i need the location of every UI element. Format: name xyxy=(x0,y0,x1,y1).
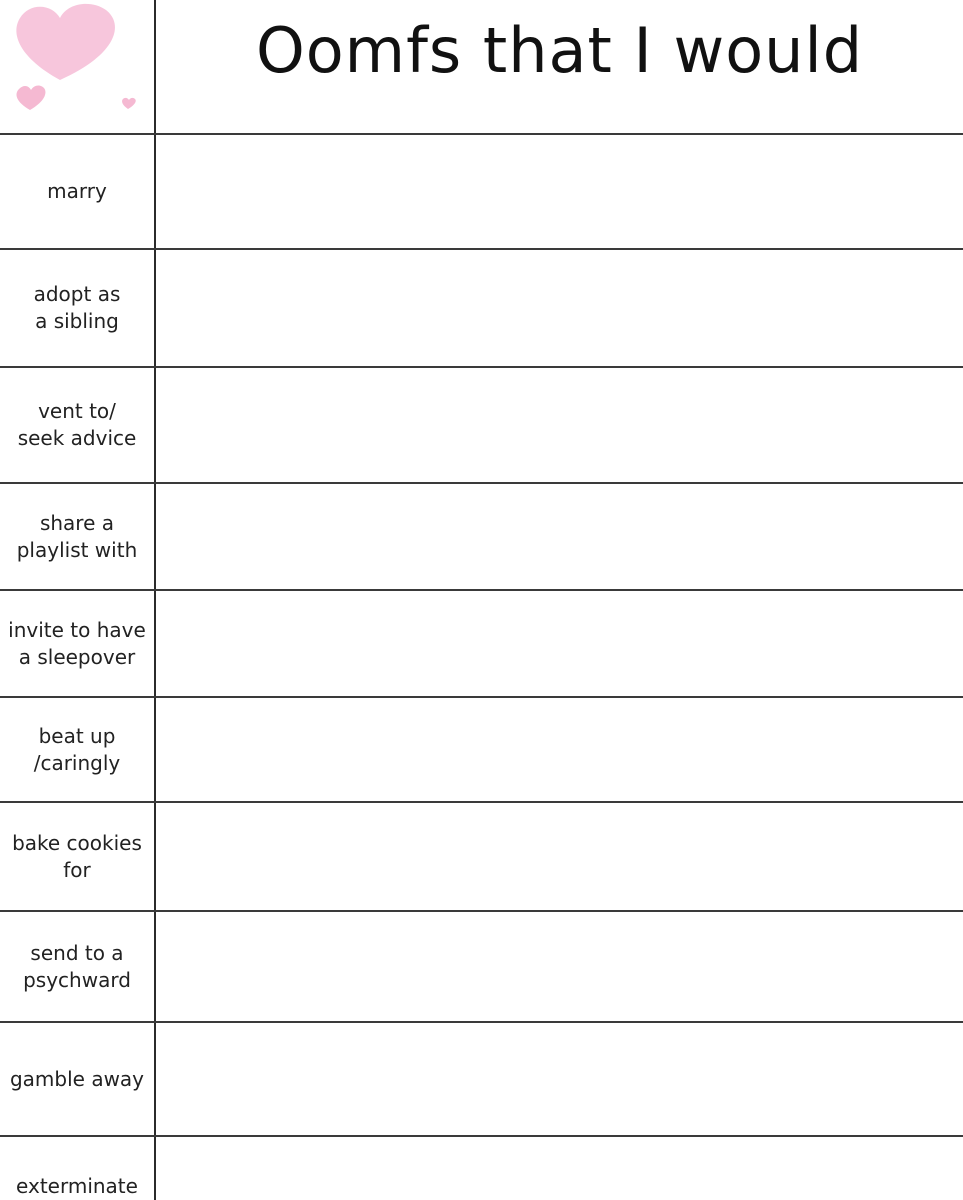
answer-cell-vent-to-seek-advice[interactable] xyxy=(156,368,963,482)
answer-cell-adopt-as-a-sibling[interactable] xyxy=(156,250,963,366)
row-label-exterminate: exterminate xyxy=(16,1174,138,1198)
row-label-vent-to-seek-advice: vent to/ seek advice xyxy=(17,399,137,450)
answer-cell-exterminate[interactable] xyxy=(156,1137,963,1200)
small-heart-icon xyxy=(17,86,46,110)
answer-cell-bake-cookies-for[interactable] xyxy=(156,803,963,910)
page-title: Oomfs that I would xyxy=(255,13,864,87)
row-label-share-a-playlist-with: share a playlist with xyxy=(16,510,138,562)
answer-cell-beat-up-caringly[interactable] xyxy=(156,698,963,801)
row-label-send-to-a-psychward: send to a psychward xyxy=(23,940,131,992)
answer-cell-send-to-a-psychward[interactable] xyxy=(156,912,963,1021)
row-label-marry: marry xyxy=(47,179,107,203)
answer-cell-share-a-playlist-with[interactable] xyxy=(156,484,963,589)
row-label-bake-cookies-for: bake cookies for xyxy=(12,830,142,882)
row-label-beat-up-caringly: beat up /caringly xyxy=(33,723,121,775)
row-label-adopt-as-a-sibling: adopt as a sibling xyxy=(33,282,121,333)
big-heart-icon xyxy=(16,4,115,80)
hearts-icon xyxy=(0,0,154,134)
answer-cell-invite-to-have-a-sleepover[interactable] xyxy=(156,591,963,696)
answer-cell-gamble-away[interactable] xyxy=(156,1023,963,1135)
tiny-heart-icon xyxy=(122,98,136,109)
row-label-invite-to-have-a-sleepover: invite to have a sleepover xyxy=(8,617,146,669)
answer-cell-marry[interactable] xyxy=(156,135,963,248)
row-label-gamble-away: gamble away xyxy=(9,1066,145,1091)
